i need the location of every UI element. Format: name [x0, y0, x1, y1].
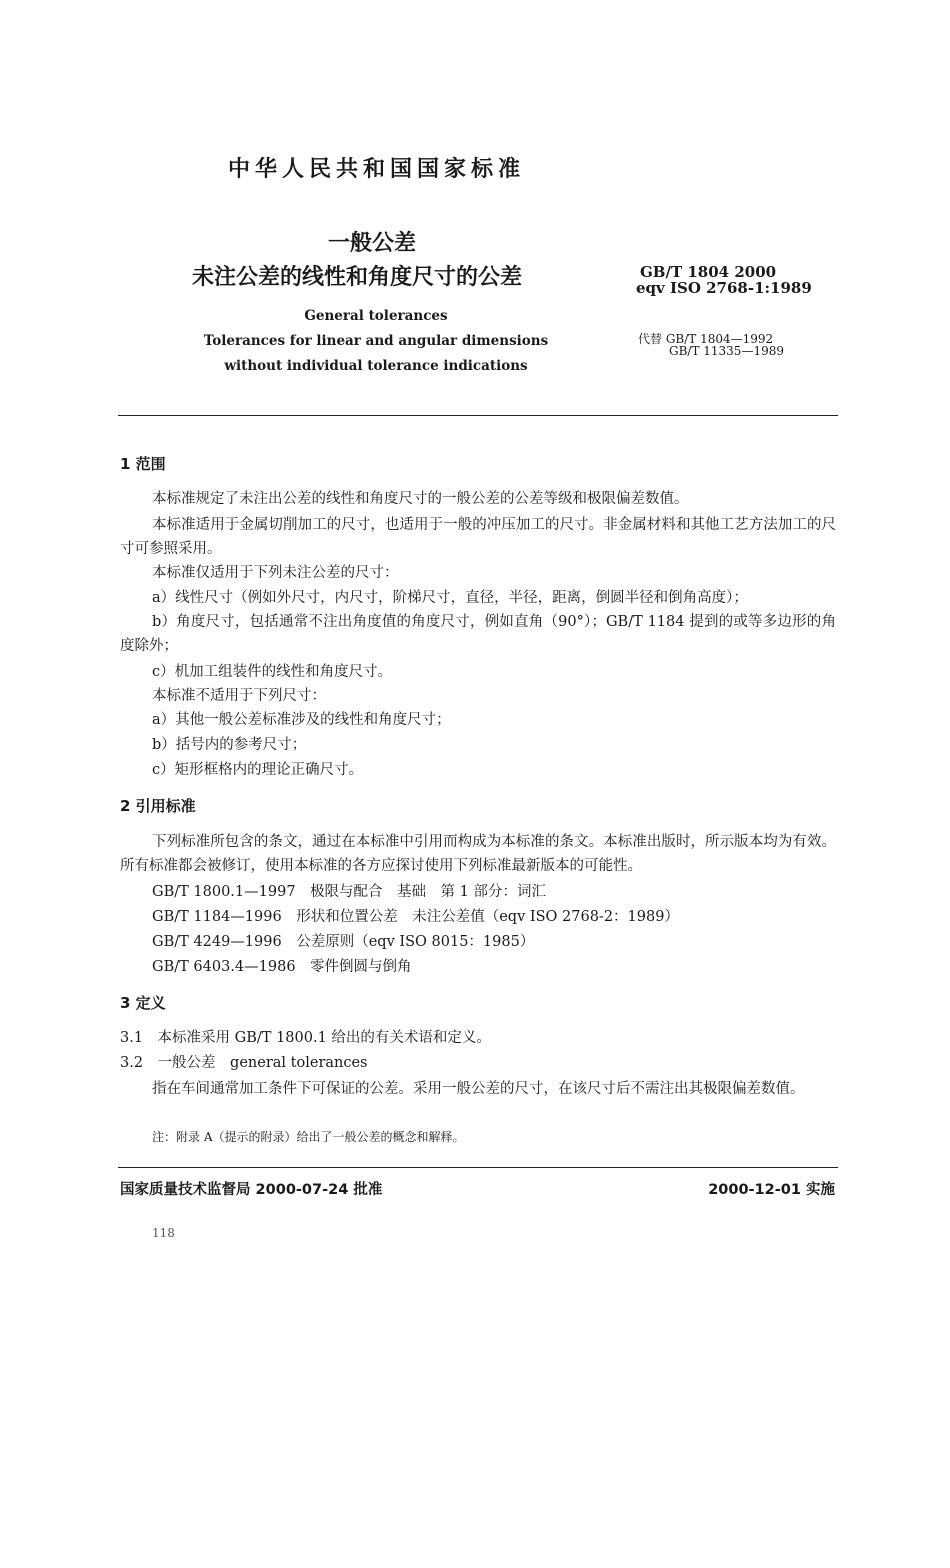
title-cn-line1: 一般公差: [328, 231, 417, 256]
definition-3-2-term: 3.2 一般公差 general tolerances: [120, 1055, 368, 1071]
national-standard-title: 中华人民共和国国家标准: [228, 157, 526, 182]
section1-heading: 1 范围: [120, 455, 166, 473]
section2-heading: 2 引用标准: [120, 797, 196, 815]
definition-3-1: 3.1 本标准采用 GB/T 1800.1 给出的有关术语和定义。: [120, 1030, 491, 1046]
section1-para1: 本标准规定了未注出公差的线性和角度尺寸的一般公差的公差等级和极限偏差数值。: [152, 491, 689, 507]
section1-excl-b: b）括号内的参考尺寸；: [152, 737, 307, 753]
approval-line: 国家质量技术监督局 2000-07-24 批准: [120, 1182, 383, 1198]
section2-para1: 下列标准所包含的条文，通过在本标准中引用而构成为本标准的条文。本标准出版时，所示版本均为有效。所有标准都会被修订，使用本标准的各方应探讨使用下列标准最新版本的可能性。: [120, 834, 836, 874]
section1-item-b: b）角度尺寸，包括通常不注出角度值的角度尺寸，例如直角（90°）；GB/T 1184 提到的或等多边形的角度除外；: [120, 614, 836, 654]
replaces-line2: GB/T 11335—1989: [669, 344, 784, 358]
section1-item-c: c）机加工组装件的线性和角度尺寸。: [152, 664, 393, 680]
title-cn-line2: 未注公差的线性和角度尺寸的公差: [192, 265, 523, 290]
footer-divider: [118, 1167, 838, 1168]
page-number: 118: [152, 1226, 175, 1240]
equivalent-standard: eqv ISO 2768-1:1989: [636, 279, 812, 297]
section1-para2: 本标准适用于金属切削加工的尺寸，也适用于一般的冲压加工的尺寸。非金属材料和其他工艺方法加工的尺寸可参照采用。: [120, 517, 836, 557]
replaces-line1: 代替 GB/T 1804—1992: [638, 332, 774, 346]
definition-note: 注：附录 A（提示的附录）给出了一般公差的概念和解释。: [152, 1130, 465, 1144]
definition-3-2-text: 指在车间通常加工条件下可保证的公差。采用一般公差的尺寸，在该尺寸后不需注出其极限偏差数值。: [152, 1081, 805, 1097]
reference-item: GB/T 4249—1996 公差原则（eqv ISO 8015：1985）: [152, 934, 535, 950]
section3-heading: 3 定义: [120, 994, 166, 1012]
section1-para3: 本标准仅适用于下列未注公差的尺寸：: [152, 565, 399, 581]
section1-para4: 本标准不适用于下列尺寸：: [152, 688, 326, 704]
reference-item: GB/T 1184—1996 形状和位置公差 未注公差值（eqv ISO 2768-2：1989）: [152, 909, 679, 925]
reference-item: GB/T 1800.1—1997 极限与配合 基础 第 1 部分：词汇: [152, 884, 546, 900]
title-en-line3: without individual tolerance indications: [224, 358, 528, 374]
title-en-line2: Tolerances for linear and angular dimensions: [203, 333, 549, 349]
implementation-date: 2000-12-01 实施: [708, 1182, 835, 1198]
std-number: GB/T 1804 2000: [640, 263, 777, 281]
section1-excl-a: a）其他一般公差标准涉及的线性和角度尺寸；: [152, 712, 451, 728]
section1-item-a: a）线性尺寸（例如外尺寸，内尺寸，阶梯尺寸，直径，半径，距离，倒圆半径和倒角高度）；: [152, 590, 748, 606]
header-divider: [118, 415, 838, 416]
reference-item: GB/T 6403.4—1986 零件倒圆与倒角: [152, 959, 412, 975]
section1-excl-c: c）矩形框格内的理论正确尺寸。: [152, 762, 364, 778]
title-en-line1: General tolerances: [304, 308, 448, 324]
